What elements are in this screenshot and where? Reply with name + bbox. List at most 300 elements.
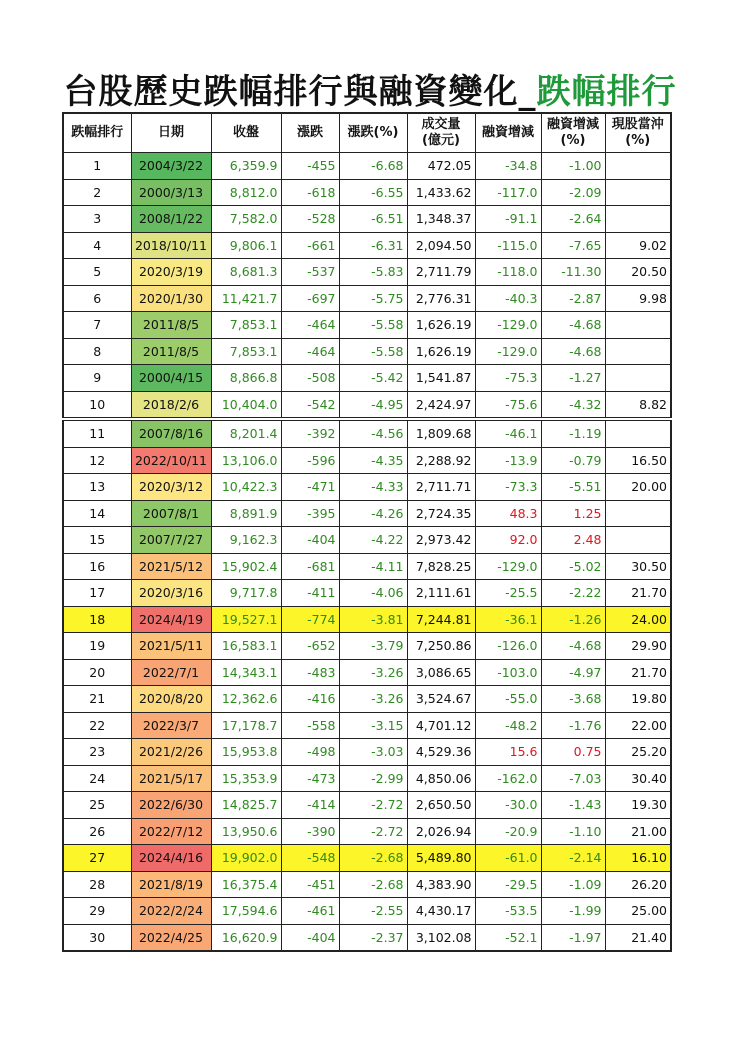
- cell-day-trade: 30.50: [605, 553, 671, 580]
- cell-date: 2022/4/25: [131, 924, 211, 951]
- cell-close: 7,853.1: [211, 338, 281, 365]
- cell-margin-change: -91.1: [475, 206, 541, 233]
- cell-change: -774: [281, 606, 339, 633]
- cell-margin-change: -48.2: [475, 712, 541, 739]
- cell-change-pct: -4.35: [339, 447, 407, 474]
- table-row: [63, 845, 671, 872]
- cell-day-trade: 26.20: [605, 871, 671, 898]
- cell-day-trade: 21.70: [605, 659, 671, 686]
- table-row: [63, 206, 671, 233]
- cell-change-pct: -4.06: [339, 580, 407, 607]
- cell-volume: 472.05: [407, 153, 475, 180]
- cell-rank: 12: [63, 447, 131, 474]
- cell-close: 14,343.1: [211, 659, 281, 686]
- cell-rank: 28: [63, 871, 131, 898]
- cell-margin-pct: -4.68: [541, 633, 605, 660]
- table-row: [63, 898, 671, 925]
- cell-date: 2007/8/16: [131, 419, 211, 447]
- cell-margin-pct: -2.14: [541, 845, 605, 872]
- cell-margin-change: -126.0: [475, 633, 541, 660]
- cell-volume: 4,701.12: [407, 712, 475, 739]
- cell-rank: 20: [63, 659, 131, 686]
- cell-day-trade: [605, 338, 671, 365]
- cell-change-pct: -6.55: [339, 179, 407, 206]
- cell-day-trade: 8.82: [605, 391, 671, 419]
- cell-change: -473: [281, 765, 339, 792]
- cell-margin-change: 92.0: [475, 527, 541, 554]
- cell-change-pct: -5.58: [339, 338, 407, 365]
- cell-day-trade: 19.80: [605, 686, 671, 713]
- cell-change: -464: [281, 338, 339, 365]
- cell-date: 2022/10/11: [131, 447, 211, 474]
- cell-volume: 7,828.25: [407, 553, 475, 580]
- cell-date: 2020/3/19: [131, 259, 211, 286]
- cell-margin-change: -115.0: [475, 232, 541, 259]
- cell-day-trade: 20.00: [605, 474, 671, 501]
- cell-rank: 17: [63, 580, 131, 607]
- cell-close: 9,806.1: [211, 232, 281, 259]
- table-row: [63, 338, 671, 365]
- table-body: [63, 153, 671, 952]
- cell-day-trade: [605, 206, 671, 233]
- cell-day-trade: 20.50: [605, 259, 671, 286]
- cell-rank: 25: [63, 792, 131, 819]
- cell-margin-pct: 2.48: [541, 527, 605, 554]
- cell-change-pct: -2.99: [339, 765, 407, 792]
- cell-day-trade: [605, 153, 671, 180]
- table-row: [63, 739, 671, 766]
- cell-rank: 4: [63, 232, 131, 259]
- cell-date: 2021/8/19: [131, 871, 211, 898]
- cell-day-trade: 25.20: [605, 739, 671, 766]
- cell-volume: 4,850.06: [407, 765, 475, 792]
- table-row: [63, 419, 671, 447]
- cell-rank: 3: [63, 206, 131, 233]
- cell-date: 2000/4/15: [131, 365, 211, 392]
- cell-day-trade: 21.00: [605, 818, 671, 845]
- cell-date: 2022/6/30: [131, 792, 211, 819]
- cell-margin-pct: 1.25: [541, 500, 605, 527]
- cell-change: -681: [281, 553, 339, 580]
- table-row: [63, 527, 671, 554]
- cell-change-pct: -2.55: [339, 898, 407, 925]
- cell-margin-pct: -1.97: [541, 924, 605, 951]
- cell-margin-pct: -1.10: [541, 818, 605, 845]
- cell-change: -537: [281, 259, 339, 286]
- cell-rank: 14: [63, 500, 131, 527]
- cell-margin-change: -20.9: [475, 818, 541, 845]
- cell-rank: 13: [63, 474, 131, 501]
- cell-close: 17,178.7: [211, 712, 281, 739]
- cell-date: 2007/7/27: [131, 527, 211, 554]
- cell-margin-pct: -2.87: [541, 285, 605, 312]
- cell-date: 2021/5/17: [131, 765, 211, 792]
- cell-change: -697: [281, 285, 339, 312]
- cell-rank: 16: [63, 553, 131, 580]
- cell-rank: 2: [63, 179, 131, 206]
- table-row: [63, 312, 671, 339]
- cell-close: 16,375.4: [211, 871, 281, 898]
- cell-margin-change: -13.9: [475, 447, 541, 474]
- header-day-trade: [605, 113, 671, 153]
- table-row: [63, 179, 671, 206]
- table-row: [63, 500, 671, 527]
- cell-volume: 2,711.79: [407, 259, 475, 286]
- cell-change: -390: [281, 818, 339, 845]
- cell-change-pct: -5.42: [339, 365, 407, 392]
- cell-change: -548: [281, 845, 339, 872]
- header-margin-change: 融資增減: [475, 113, 541, 153]
- cell-volume: 2,026.94: [407, 818, 475, 845]
- cell-date: 2007/8/1: [131, 500, 211, 527]
- cell-date: 2024/4/19: [131, 606, 211, 633]
- cell-close: 19,902.0: [211, 845, 281, 872]
- cell-rank: 29: [63, 898, 131, 925]
- table-row: [63, 792, 671, 819]
- cell-change-pct: -2.37: [339, 924, 407, 951]
- header-close: 收盤: [211, 113, 281, 153]
- cell-change-pct: -6.68: [339, 153, 407, 180]
- cell-date: 2020/3/12: [131, 474, 211, 501]
- cell-volume: 2,424.97: [407, 391, 475, 419]
- cell-volume: 4,529.36: [407, 739, 475, 766]
- header-day-trade-line1: 現股當沖: [611, 117, 664, 132]
- cell-rank: 6: [63, 285, 131, 312]
- cell-change: -508: [281, 365, 339, 392]
- cell-change-pct: -2.68: [339, 845, 407, 872]
- table-header: [63, 113, 671, 153]
- cell-rank: 5: [63, 259, 131, 286]
- cell-volume: 1,626.19: [407, 338, 475, 365]
- cell-change-pct: -2.68: [339, 871, 407, 898]
- cell-margin-pct: -1.76: [541, 712, 605, 739]
- cell-change-pct: -3.81: [339, 606, 407, 633]
- cell-margin-change: -129.0: [475, 338, 541, 365]
- table-row: [63, 365, 671, 392]
- cell-change: -416: [281, 686, 339, 713]
- cell-margin-change: -103.0: [475, 659, 541, 686]
- table-row: [63, 871, 671, 898]
- cell-rank: 22: [63, 712, 131, 739]
- cell-close: 11,421.7: [211, 285, 281, 312]
- table-row: [63, 153, 671, 180]
- cell-day-trade: 22.00: [605, 712, 671, 739]
- cell-margin-pct: -1.00: [541, 153, 605, 180]
- table-row: [63, 259, 671, 286]
- cell-rank: 1: [63, 153, 131, 180]
- cell-change-pct: -5.58: [339, 312, 407, 339]
- cell-change-pct: -2.72: [339, 818, 407, 845]
- cell-margin-change: -61.0: [475, 845, 541, 872]
- cell-rank: 10: [63, 391, 131, 419]
- cell-rank: 24: [63, 765, 131, 792]
- cell-volume: 7,244.81: [407, 606, 475, 633]
- cell-change: -455: [281, 153, 339, 180]
- cell-close: 15,953.8: [211, 739, 281, 766]
- cell-margin-change: 15.6: [475, 739, 541, 766]
- cell-margin-pct: -2.09: [541, 179, 605, 206]
- cell-volume: 5,489.80: [407, 845, 475, 872]
- header-change-pct: 漲跌(%): [339, 113, 407, 153]
- cell-day-trade: 9.02: [605, 232, 671, 259]
- cell-rank: 18: [63, 606, 131, 633]
- cell-change-pct: -4.26: [339, 500, 407, 527]
- cell-change: -464: [281, 312, 339, 339]
- cell-date: 2018/10/11: [131, 232, 211, 259]
- cell-change: -471: [281, 474, 339, 501]
- cell-change: -542: [281, 391, 339, 419]
- table-row: [63, 818, 671, 845]
- cell-date: 2021/5/12: [131, 553, 211, 580]
- cell-change: -392: [281, 419, 339, 447]
- cell-change-pct: -6.51: [339, 206, 407, 233]
- cell-volume: 4,383.90: [407, 871, 475, 898]
- table-row: [63, 633, 671, 660]
- cell-change: -661: [281, 232, 339, 259]
- cell-date: 2021/5/11: [131, 633, 211, 660]
- cell-change-pct: -3.79: [339, 633, 407, 660]
- cell-margin-pct: -2.64: [541, 206, 605, 233]
- cell-volume: 2,973.42: [407, 527, 475, 554]
- cell-volume: 2,650.50: [407, 792, 475, 819]
- cell-change: -652: [281, 633, 339, 660]
- cell-day-trade: 19.30: [605, 792, 671, 819]
- cell-close: 8,201.4: [211, 419, 281, 447]
- table-row: [63, 659, 671, 686]
- cell-rank: 19: [63, 633, 131, 660]
- table-row: [63, 712, 671, 739]
- cell-margin-pct: -1.26: [541, 606, 605, 633]
- cell-margin-pct: -1.99: [541, 898, 605, 925]
- title-main: 台股歷史跌幅排行與融資變化_: [63, 72, 537, 112]
- table-row: [63, 285, 671, 312]
- cell-date: 2020/3/16: [131, 580, 211, 607]
- cell-margin-pct: -1.27: [541, 365, 605, 392]
- table-row: [63, 447, 671, 474]
- cell-change: -461: [281, 898, 339, 925]
- cell-close: 15,902.4: [211, 553, 281, 580]
- cell-margin-pct: -4.32: [541, 391, 605, 419]
- cell-date: 2020/8/20: [131, 686, 211, 713]
- cell-day-trade: [605, 179, 671, 206]
- cell-close: 9,162.3: [211, 527, 281, 554]
- cell-change: -404: [281, 924, 339, 951]
- cell-margin-change: 48.3: [475, 500, 541, 527]
- cell-change-pct: -5.75: [339, 285, 407, 312]
- cell-change: -498: [281, 739, 339, 766]
- table-row: [63, 553, 671, 580]
- cell-date: 2022/3/7: [131, 712, 211, 739]
- title-accent: 跌幅排行: [536, 72, 677, 112]
- cell-change-pct: -3.26: [339, 686, 407, 713]
- cell-volume: 2,776.31: [407, 285, 475, 312]
- table-row: [63, 606, 671, 633]
- cell-close: 12,362.6: [211, 686, 281, 713]
- cell-volume: 2,288.92: [407, 447, 475, 474]
- table-row: [63, 580, 671, 607]
- cell-change-pct: -4.33: [339, 474, 407, 501]
- cell-margin-pct: -0.79: [541, 447, 605, 474]
- cell-margin-change: -46.1: [475, 419, 541, 447]
- cell-change: -528: [281, 206, 339, 233]
- cell-rank: 15: [63, 527, 131, 554]
- cell-margin-pct: -1.19: [541, 419, 605, 447]
- cell-change-pct: -3.15: [339, 712, 407, 739]
- cell-rank: 7: [63, 312, 131, 339]
- cell-day-trade: [605, 419, 671, 447]
- header-volume: [407, 113, 475, 153]
- cell-date: 2022/7/12: [131, 818, 211, 845]
- cell-margin-change: -118.0: [475, 259, 541, 286]
- cell-date: 2018/2/6: [131, 391, 211, 419]
- cell-change: -411: [281, 580, 339, 607]
- cell-date: 2021/2/26: [131, 739, 211, 766]
- cell-margin-pct: -2.22: [541, 580, 605, 607]
- cell-close: 10,422.3: [211, 474, 281, 501]
- cell-margin-change: -75.3: [475, 365, 541, 392]
- cell-rank: 26: [63, 818, 131, 845]
- ranking-table: [62, 112, 672, 952]
- header-margin-pct: [541, 113, 605, 153]
- cell-volume: 1,433.62: [407, 179, 475, 206]
- cell-change-pct: -6.31: [339, 232, 407, 259]
- cell-day-trade: [605, 312, 671, 339]
- cell-rank: 23: [63, 739, 131, 766]
- cell-margin-change: -117.0: [475, 179, 541, 206]
- cell-margin-change: -40.3: [475, 285, 541, 312]
- cell-rank: 8: [63, 338, 131, 365]
- cell-date: 2011/8/5: [131, 312, 211, 339]
- table-row: [63, 765, 671, 792]
- cell-volume: 1,626.19: [407, 312, 475, 339]
- cell-day-trade: 30.40: [605, 765, 671, 792]
- cell-close: 9,717.8: [211, 580, 281, 607]
- cell-margin-change: -162.0: [475, 765, 541, 792]
- table-row: [63, 686, 671, 713]
- header-margin-pct-line2: (%): [560, 133, 586, 148]
- cell-close: 16,583.1: [211, 633, 281, 660]
- cell-margin-change: -52.1: [475, 924, 541, 951]
- cell-volume: 2,711.71: [407, 474, 475, 501]
- cell-change: -483: [281, 659, 339, 686]
- cell-change: -414: [281, 792, 339, 819]
- cell-volume: 2,724.35: [407, 500, 475, 527]
- cell-day-trade: 29.90: [605, 633, 671, 660]
- cell-rank: 30: [63, 924, 131, 951]
- cell-rank: 9: [63, 365, 131, 392]
- cell-volume: 2,111.61: [407, 580, 475, 607]
- cell-margin-pct: -4.97: [541, 659, 605, 686]
- cell-close: 8,866.8: [211, 365, 281, 392]
- cell-day-trade: 9.98: [605, 285, 671, 312]
- cell-close: 19,527.1: [211, 606, 281, 633]
- cell-day-trade: 16.50: [605, 447, 671, 474]
- cell-close: 14,825.7: [211, 792, 281, 819]
- cell-volume: 1,541.87: [407, 365, 475, 392]
- cell-volume: 2,094.50: [407, 232, 475, 259]
- cell-change: -451: [281, 871, 339, 898]
- cell-close: 13,106.0: [211, 447, 281, 474]
- cell-margin-change: -30.0: [475, 792, 541, 819]
- cell-change: -558: [281, 712, 339, 739]
- cell-margin-pct: -1.09: [541, 871, 605, 898]
- header-date: 日期: [131, 113, 211, 153]
- cell-day-trade: 16.10: [605, 845, 671, 872]
- cell-volume: 3,086.65: [407, 659, 475, 686]
- cell-margin-pct: -7.03: [541, 765, 605, 792]
- cell-date: 2000/3/13: [131, 179, 211, 206]
- header-volume-line2: (億元): [422, 133, 460, 148]
- cell-margin-change: -73.3: [475, 474, 541, 501]
- cell-day-trade: [605, 527, 671, 554]
- cell-rank: 11: [63, 419, 131, 447]
- cell-date: 2022/7/1: [131, 659, 211, 686]
- cell-change-pct: -4.11: [339, 553, 407, 580]
- cell-margin-pct: -3.68: [541, 686, 605, 713]
- cell-change-pct: -5.83: [339, 259, 407, 286]
- cell-date: 2004/3/22: [131, 153, 211, 180]
- cell-volume: 3,524.67: [407, 686, 475, 713]
- cell-date: 2008/1/22: [131, 206, 211, 233]
- cell-rank: 21: [63, 686, 131, 713]
- cell-change: -618: [281, 179, 339, 206]
- cell-change-pct: -4.56: [339, 419, 407, 447]
- header-rank: 跌幅排行: [63, 113, 131, 153]
- cell-margin-change: -53.5: [475, 898, 541, 925]
- cell-volume: 1,809.68: [407, 419, 475, 447]
- table-row: [63, 924, 671, 951]
- cell-change-pct: -3.03: [339, 739, 407, 766]
- cell-close: 8,891.9: [211, 500, 281, 527]
- cell-close: 8,812.0: [211, 179, 281, 206]
- cell-date: 2024/4/16: [131, 845, 211, 872]
- cell-margin-pct: -4.68: [541, 312, 605, 339]
- cell-close: 17,594.6: [211, 898, 281, 925]
- cell-day-trade: [605, 365, 671, 392]
- cell-volume: 3,102.08: [407, 924, 475, 951]
- cell-margin-change: -129.0: [475, 553, 541, 580]
- header-margin-pct-line1: 融資增減: [546, 117, 599, 132]
- cell-volume: 1,348.37: [407, 206, 475, 233]
- header-day-trade-line2: (%): [625, 133, 651, 148]
- cell-change-pct: -4.95: [339, 391, 407, 419]
- cell-close: 6,359.9: [211, 153, 281, 180]
- cell-margin-pct: -1.43: [541, 792, 605, 819]
- cell-day-trade: 24.00: [605, 606, 671, 633]
- cell-day-trade: 21.70: [605, 580, 671, 607]
- cell-margin-change: -29.5: [475, 871, 541, 898]
- cell-margin-change: -55.0: [475, 686, 541, 713]
- cell-change-pct: -2.72: [339, 792, 407, 819]
- cell-margin-change: -75.6: [475, 391, 541, 419]
- cell-close: 10,404.0: [211, 391, 281, 419]
- cell-margin-pct: -5.02: [541, 553, 605, 580]
- cell-volume: 7,250.86: [407, 633, 475, 660]
- cell-close: 13,950.6: [211, 818, 281, 845]
- cell-close: 7,582.0: [211, 206, 281, 233]
- cell-margin-pct: -5.51: [541, 474, 605, 501]
- cell-date: 2020/1/30: [131, 285, 211, 312]
- table-row: [63, 474, 671, 501]
- cell-close: 7,853.1: [211, 312, 281, 339]
- cell-margin-change: -36.1: [475, 606, 541, 633]
- cell-day-trade: [605, 500, 671, 527]
- page-title: [0, 64, 740, 113]
- table-row: [63, 391, 671, 419]
- cell-margin-pct: -7.65: [541, 232, 605, 259]
- cell-date: 2022/2/24: [131, 898, 211, 925]
- cell-day-trade: 21.40: [605, 924, 671, 951]
